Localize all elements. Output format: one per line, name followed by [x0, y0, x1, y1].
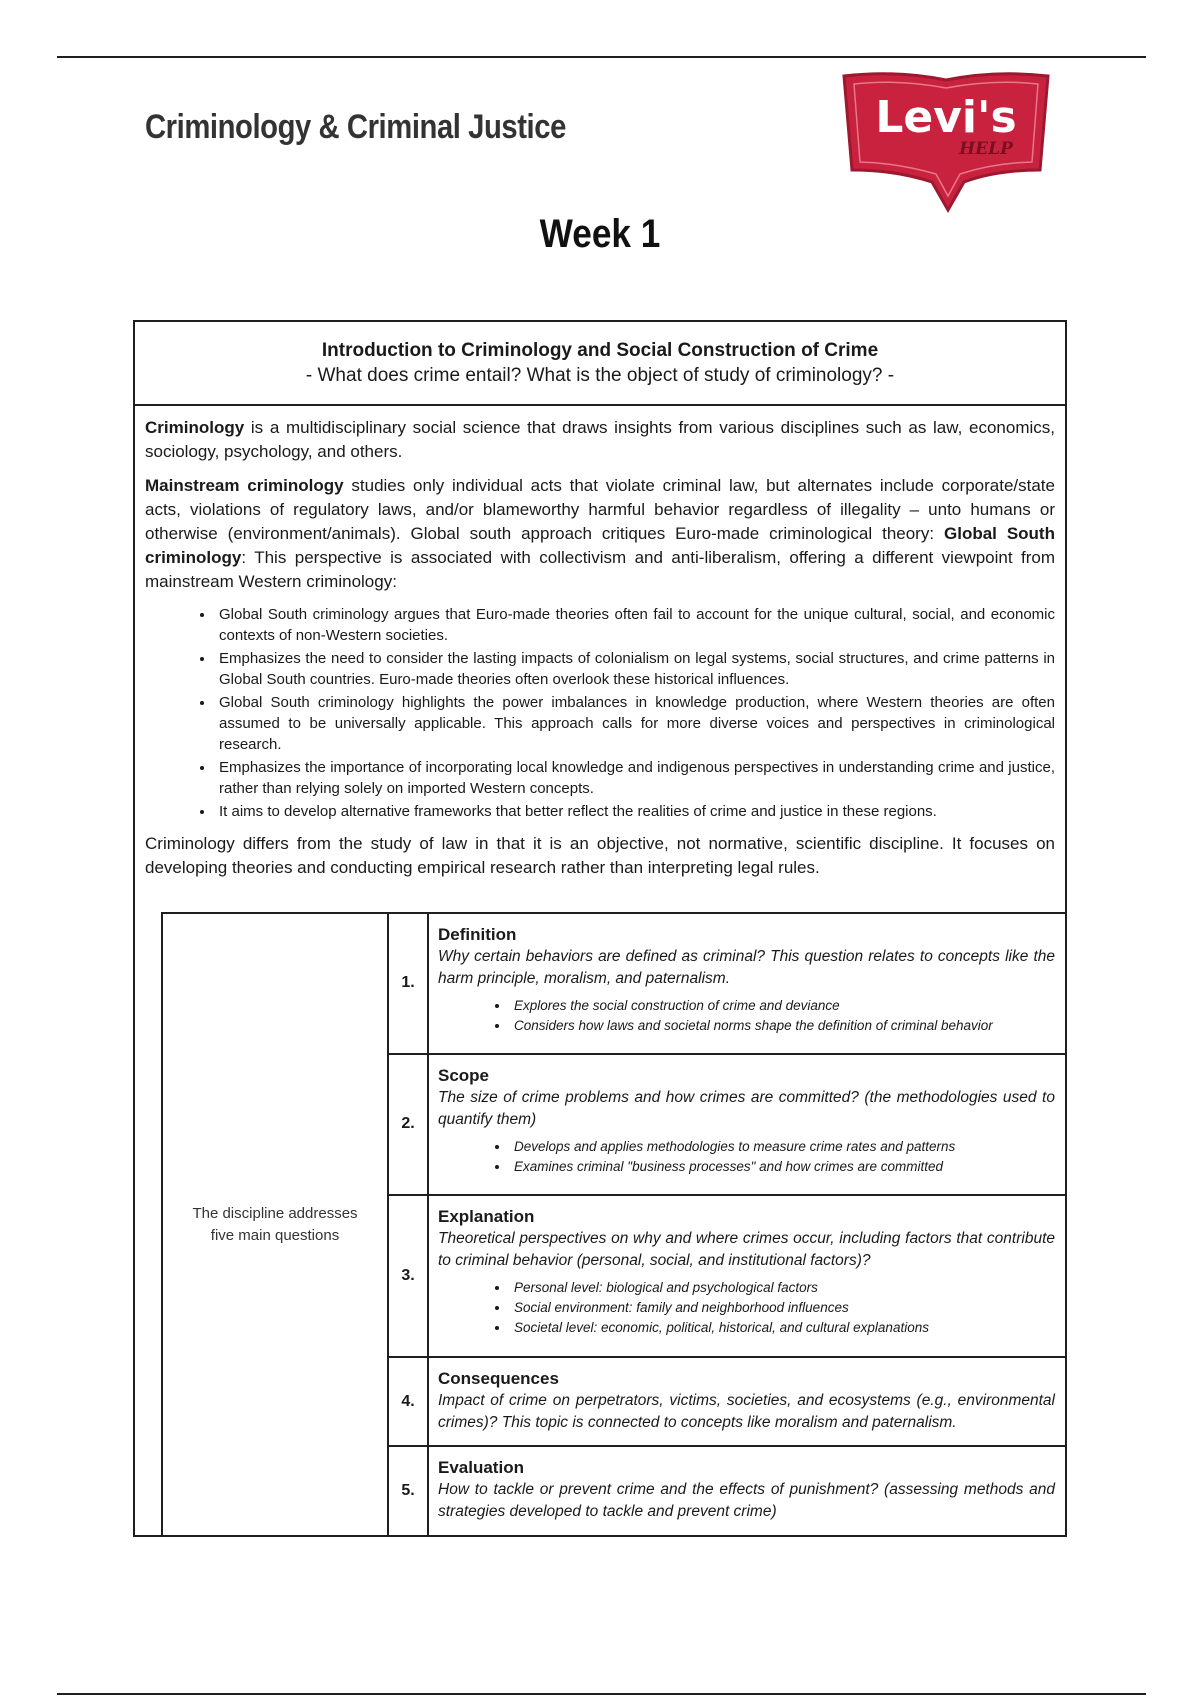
course-title: Criminology & Criminal Justice — [145, 108, 566, 146]
table-left-label: The discipline addresses five main questions — [162, 913, 388, 1536]
logo-subtext: HELP — [959, 139, 1013, 159]
paragraph-criminology — [145, 416, 1055, 464]
term-mainstream: Mainstream criminology — [145, 476, 344, 495]
list-item: • Global South criminology argues that Euro-made theories often fail to account for the unique cultural, social, and economic contexts of non-Western societies. — [215, 604, 1055, 646]
question-number: 3. — [388, 1195, 428, 1357]
question-number: 5. — [388, 1446, 428, 1536]
box-body — [135, 406, 1065, 880]
list-item: • Considers how laws and societal norms shape the definition of criminal behavior — [510, 1016, 1055, 1036]
question-scope — [428, 1054, 1066, 1195]
content-box — [133, 320, 1067, 1537]
term-criminology: Criminology — [145, 418, 245, 437]
paragraph-text: : This perspective is associated with collectivism and anti-liberalism, offering a different viewpoint from mainstream Western criminology: — [145, 548, 1055, 591]
paragraph-text: is a multidisciplinary social science that draws insights from various disciplines such as law, economics, sociology, psychology, and others. — [145, 418, 1055, 461]
list-item: • Global South criminology highlights the power imbalances in knowledge production, where Western theories are often assumed to be universally applicable. This approach calls for more diverse voices and perspectives in criminological research. — [215, 692, 1055, 755]
question-description: The size of crime problems and how crimes are committed? (the methodologies used to quantify them) — [438, 1088, 1055, 1128]
question-title: Explanation — [438, 1206, 535, 1226]
question-title: Evaluation — [438, 1458, 524, 1478]
question-consequences — [428, 1357, 1066, 1447]
question-description: Theoretical perspectives on why and where crimes occur, including factors that contribute to criminal behavior (personal, social, and institutional factors)? — [438, 1229, 1055, 1269]
question-title: Consequences — [438, 1368, 559, 1388]
box-header — [135, 322, 1065, 406]
question-definition — [428, 913, 1066, 1054]
question-points — [438, 996, 1055, 1036]
question-description: Impact of crime on perpetrators, victims, societies, and ecosystems (e.g., environmental crimes)? This topic is connected to concepts like moralism and paternalism. — [438, 1391, 1055, 1431]
top-rule — [57, 56, 1146, 58]
paragraph-criminology-vs-law: Criminology differs from the study of law in that it is an objective, not normative, scientific discipline. It focuses on developing theories and conducting empirical research rather than interpreting legal rules. — [145, 834, 1055, 877]
question-number: 1. — [388, 913, 428, 1054]
list-item: • Develops and applies methodologies to measure crime rates and patterns — [510, 1137, 1055, 1157]
question-description: How to tackle or prevent crime and the effects of punishment? (assessing methods and strategies developed to tackle and prevent crime) — [438, 1481, 1055, 1521]
list-item: • Societal level: economic, political, historical, and cultural explanations — [510, 1318, 1055, 1338]
bottom-rule — [57, 1693, 1146, 1695]
question-title: Definition — [438, 925, 517, 944]
logo-badge-icon — [836, 70, 1056, 215]
question-description: Why certain behaviors are defined as criminal? This question relates to concepts like the harm principle, moralism, and paternalism. — [438, 948, 1055, 987]
five-questions-table — [161, 912, 1067, 1537]
list-item: • Emphasizes the importance of incorporating local knowledge and indigenous perspectives in understanding crime and justice, rather than relying solely on imported Western concepts. — [215, 757, 1055, 799]
list-item: • Explores the social construction of crime and deviance — [510, 996, 1055, 1016]
question-number: 4. — [388, 1357, 428, 1447]
global-south-list — [145, 604, 1055, 822]
paragraph-text: studies only individual acts that violate criminal law, but alternates include corporate/state acts, violations of regulatory laws, and/or blameworthy harmful behavior regardless of illegality – unto humans or otherwise (environment/animals). Global south approach critiques Euro-made criminological theory: — [145, 476, 1055, 543]
paragraph-mainstream — [145, 474, 1055, 594]
logo-text: Levi's — [875, 92, 1017, 143]
list-item: • It aims to develop alternative frameworks that better reflect the realities of crime and justice in these regions. — [215, 801, 1055, 822]
table-row — [162, 913, 1066, 1054]
list-item: • Emphasizes the need to consider the lasting impacts of colonialism on legal systems, social structures, and crime patterns in Global South countries. Euro-made theories often overlook these historical influences. — [215, 648, 1055, 690]
week-title: Week 1 — [539, 212, 661, 256]
question-points — [438, 1278, 1055, 1338]
question-evaluation — [428, 1446, 1066, 1536]
term-global-south: Global South criminology — [145, 524, 1055, 567]
levis-help-logo — [836, 70, 1056, 215]
box-subtitle: - What does crime entail? What is the object of study of criminology? - — [305, 365, 895, 386]
question-number: 2. — [388, 1054, 428, 1195]
list-item: • Social environment: family and neighborhood influences — [510, 1298, 1055, 1318]
question-title: Scope — [438, 1065, 490, 1085]
list-item: • Personal level: biological and psychological factors — [510, 1278, 1055, 1298]
list-item: • Examines criminal "business processes" and how crimes are committed — [510, 1157, 1055, 1177]
box-title: Introduction to Criminology and Social Construction of Crime — [321, 340, 879, 361]
question-explanation — [428, 1195, 1066, 1357]
question-points — [438, 1137, 1055, 1177]
